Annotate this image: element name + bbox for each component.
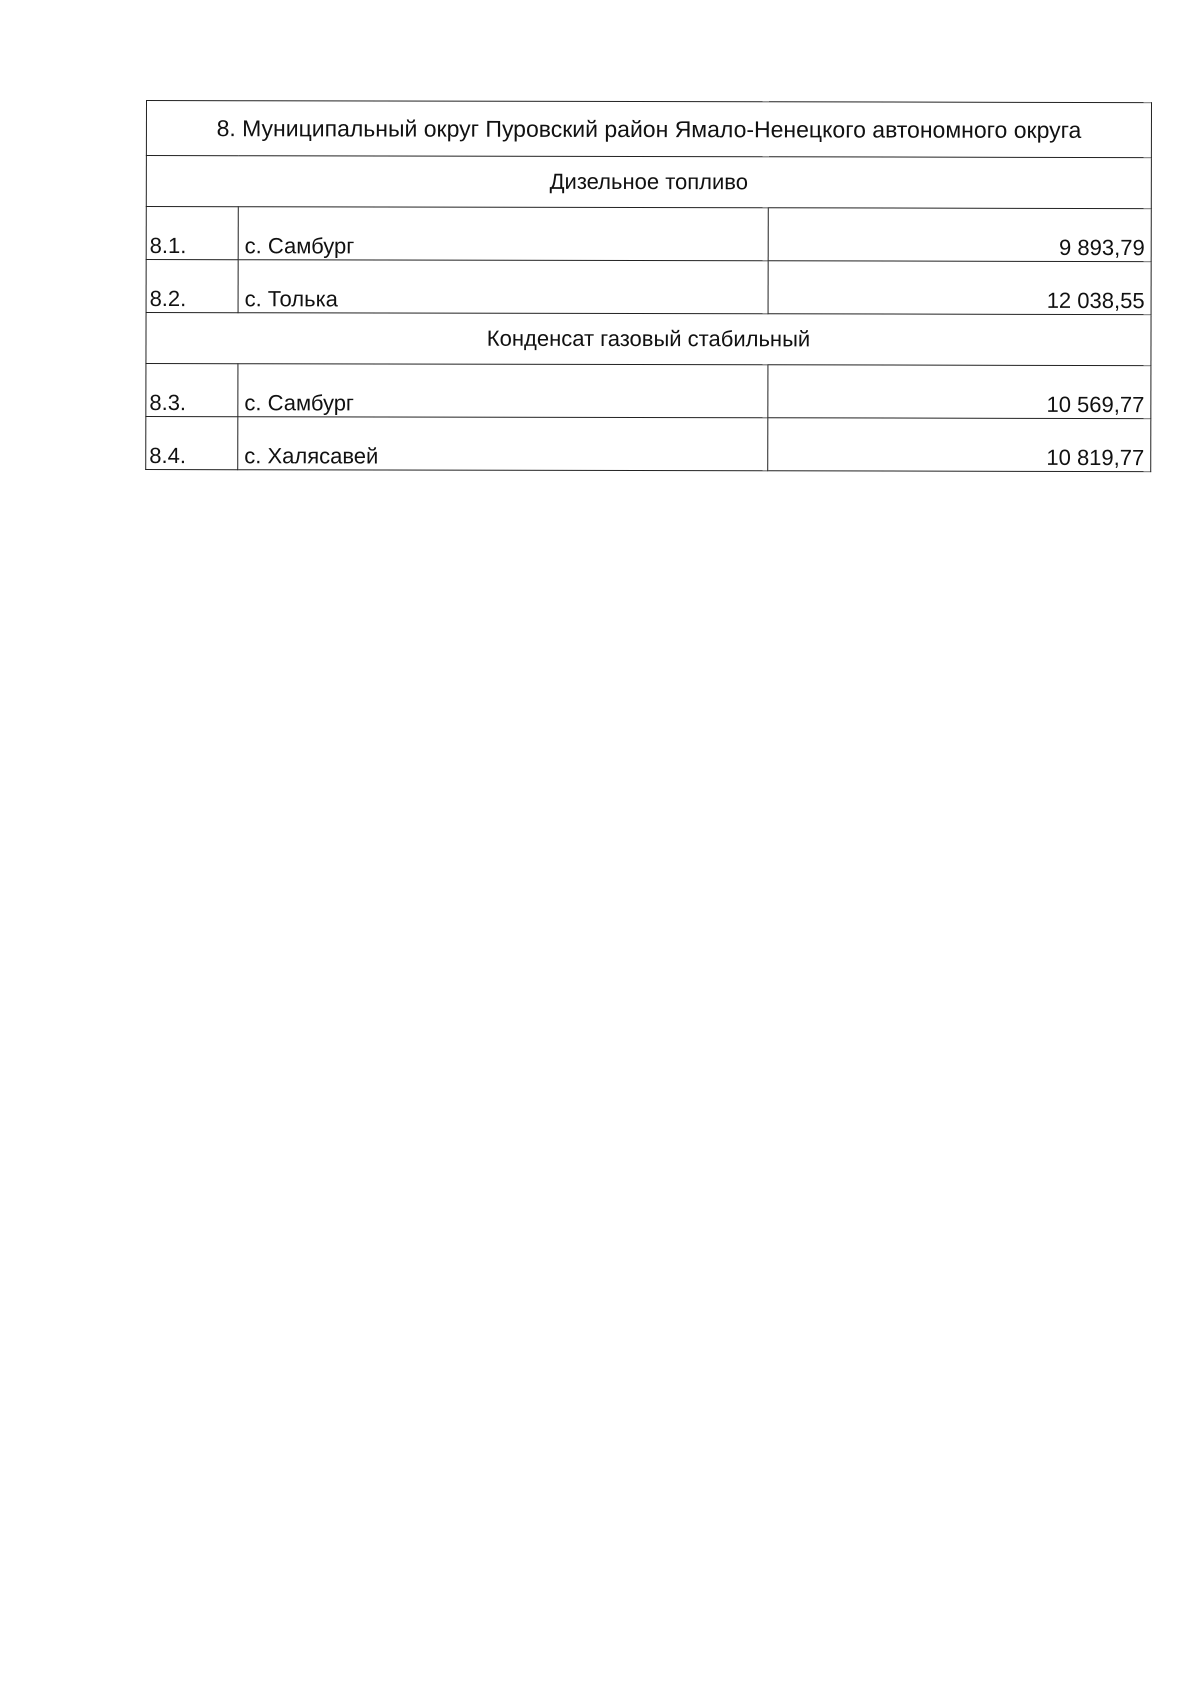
settlement-name: с. Самбург xyxy=(238,364,768,418)
row-number: 8.4. xyxy=(146,417,238,470)
price-value: 10 819,77 xyxy=(768,418,1151,472)
settlement-name: с. Халясавей xyxy=(238,417,768,471)
price-value: 12 038,55 xyxy=(768,261,1151,315)
table-title-row xyxy=(146,101,1151,158)
section-heading: Дизельное топливо xyxy=(146,156,1151,209)
row-number: 8.1. xyxy=(146,207,238,260)
settlement-name: с. Толька xyxy=(238,260,768,314)
table-row xyxy=(146,260,1151,315)
price-table xyxy=(145,100,1152,472)
table-row xyxy=(146,417,1151,472)
row-number: 8.2. xyxy=(146,260,238,313)
section-heading: Конденсат газовый стабильный xyxy=(146,313,1151,366)
price-value: 10 569,77 xyxy=(768,365,1151,419)
table-row xyxy=(146,207,1151,262)
row-number: 8.3. xyxy=(146,364,238,417)
price-value: 9 893,79 xyxy=(768,208,1151,262)
table-row xyxy=(146,364,1151,419)
settlement-name: с. Самбург xyxy=(238,207,768,261)
section-heading-row xyxy=(146,313,1151,366)
table-title: 8. Муниципальный округ Пуровский район Ямало-Ненецкого автономного округа xyxy=(146,101,1151,158)
section-heading-row xyxy=(146,156,1151,209)
